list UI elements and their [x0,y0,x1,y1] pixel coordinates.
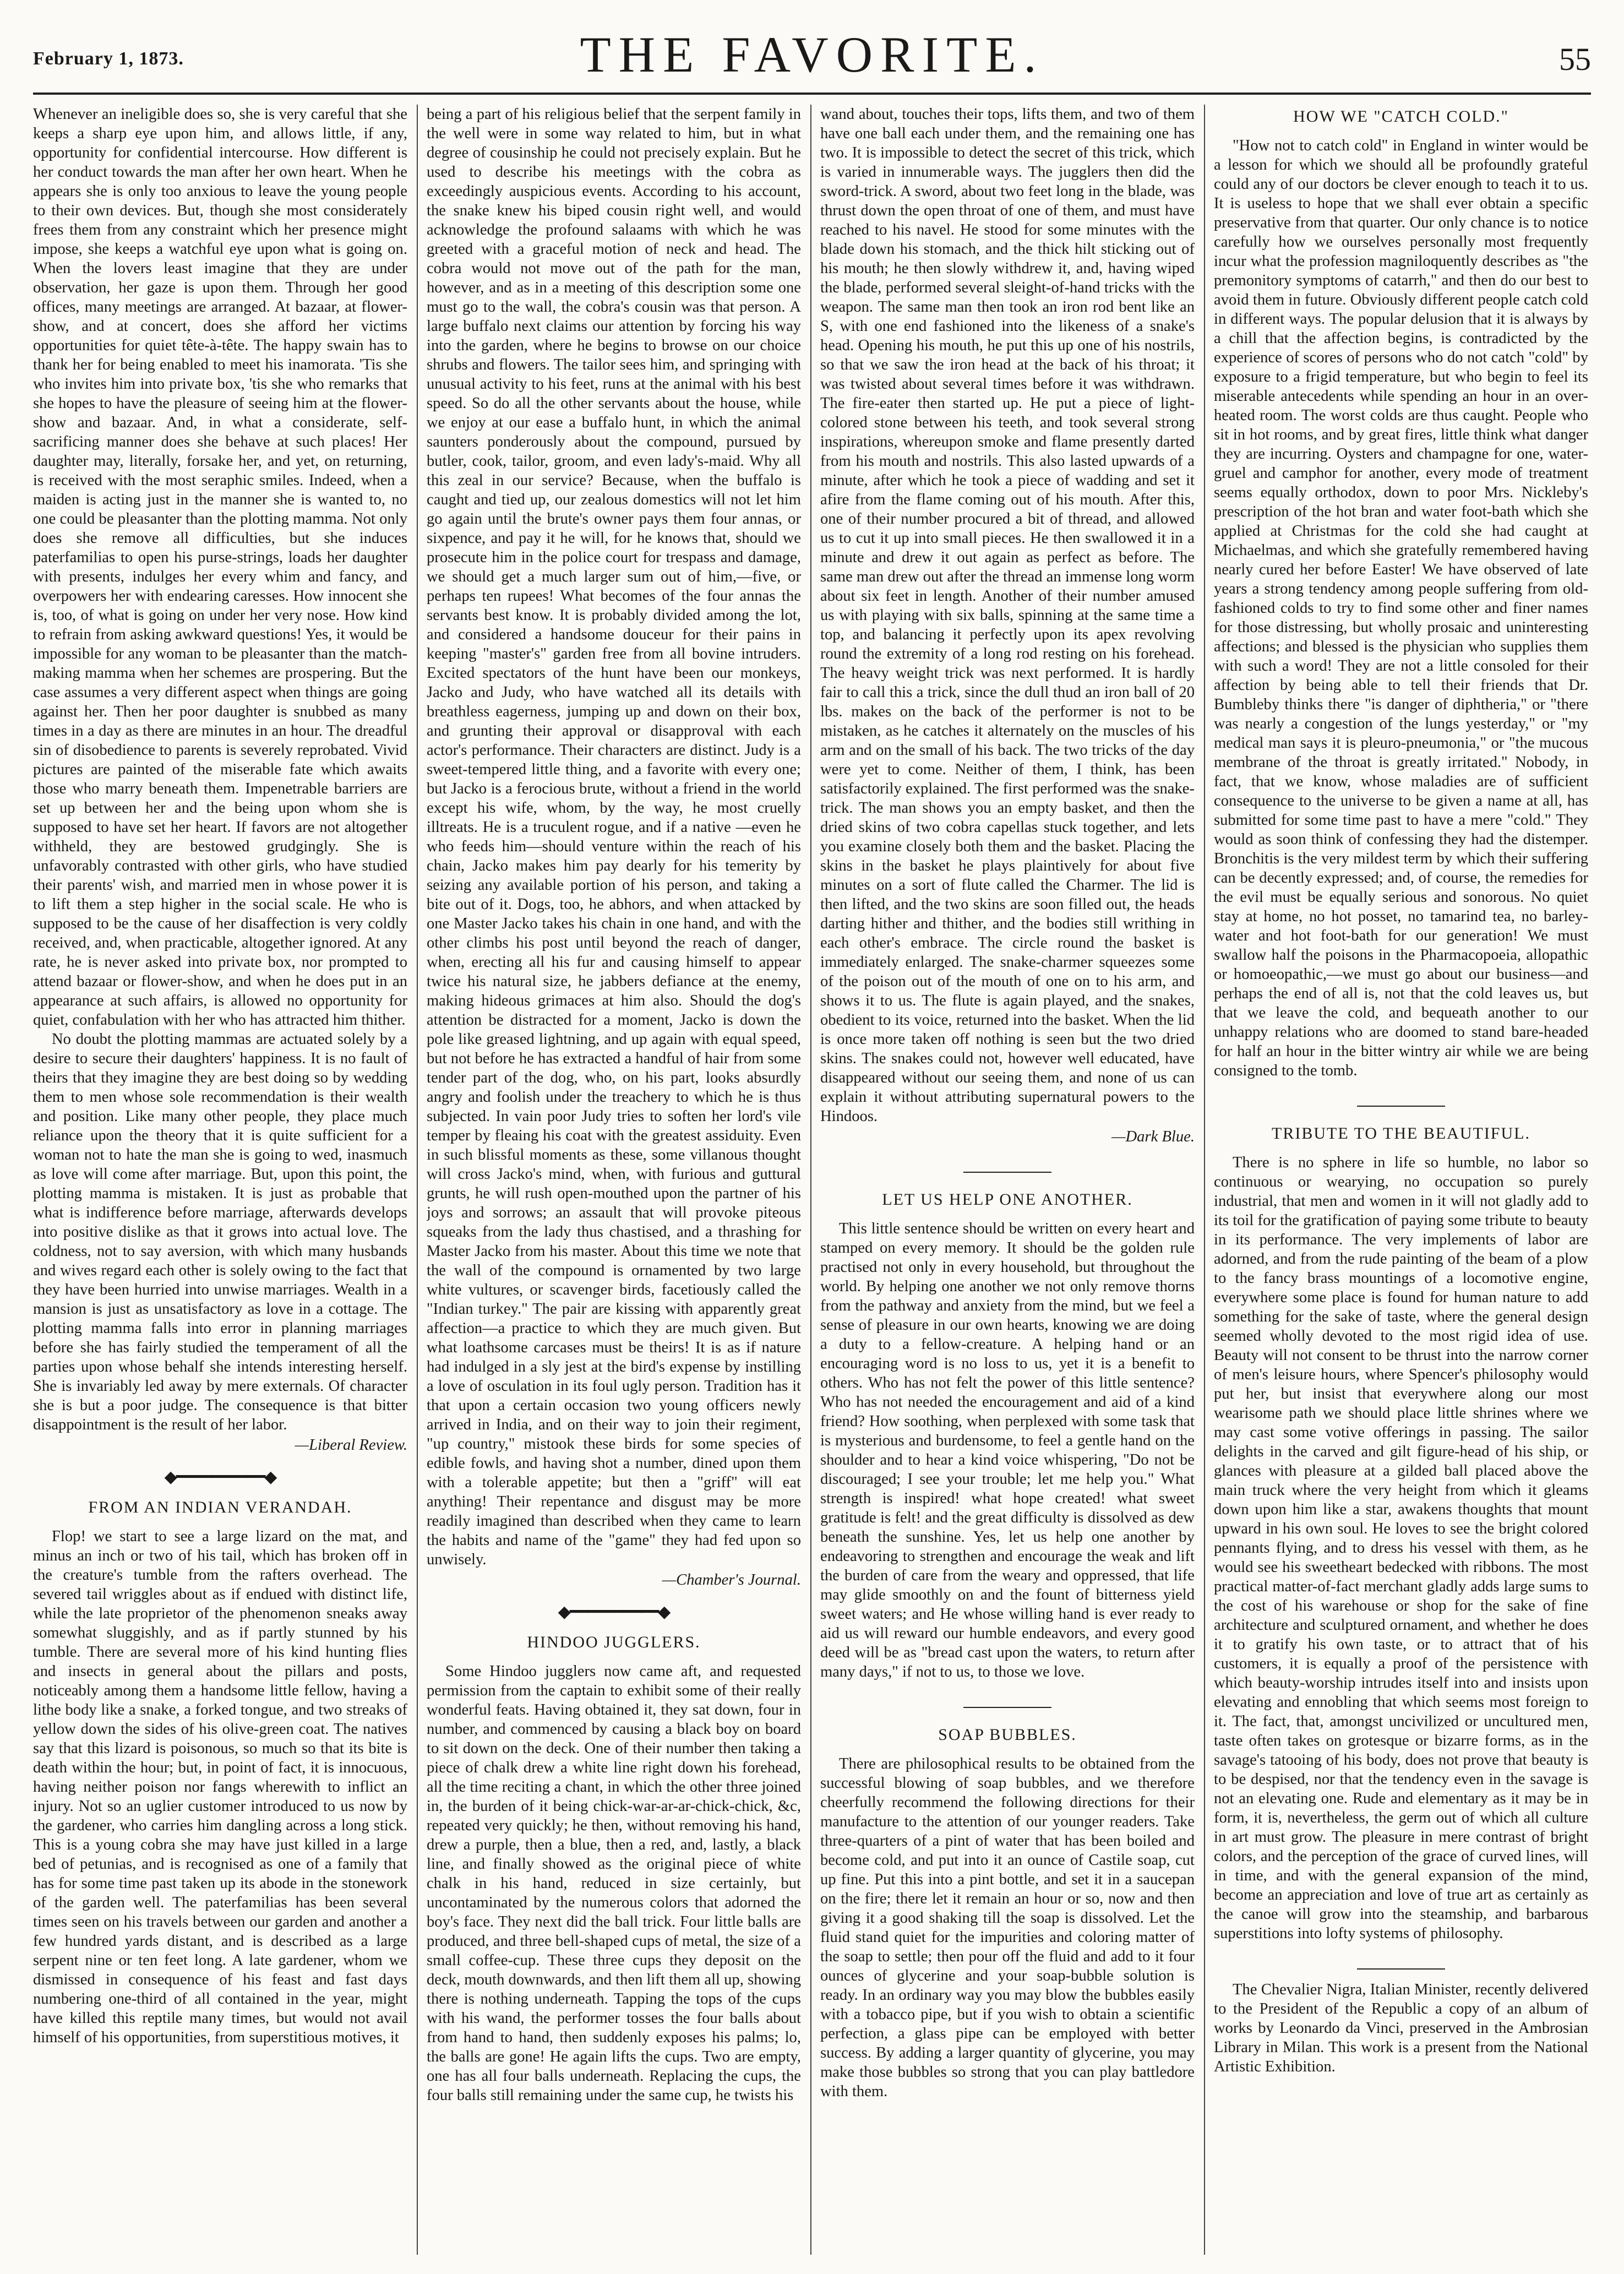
ornament-divider: ◆━━━━━━━━━━◆ [558,1603,670,1621]
column-3 [820,105,1195,2255]
article-paragraph: being a part of his religious belief that the serpent family in the well were in some way related to him, but in what degree of cousinship he could not precisely explain. But he used to describe his meetings with the cobra as exceedingly auspicious events. According to his account, the snake knew his biped cousin right well, and would acknowledge the profound salaams with which he was greeted with a graceful motion of neck and head. The cobra would not move out of the path for the man, however, and as in a meeting of this description some one must go to the wall, the cobra's cousin was that person. A large buffalo next claims our attention by forcing his way into the garden, where he begins to browse on our choice shrubs and flowers. The tailor sees him, and springing with unusual activity to his feet, runs at the animal with his best speed. So do all the other servants about the house, while we enjoy at our ease a buffalo hunt, in which the animal saunters ponderously about the compound, pursued by butler, cook, tailor, groom, and even lady's-maid. Why all this zeal in our service? Because, when the buffalo is caught and tied up, our zealous domestics will not let him go again until the brute's owner pays them four annas, or sixpence, and pay it he will, for he knows that, should we prosecute him in the police court for trespass and damage, we should get a much larger sum out of him,—five, or perhaps ten rupees! What becomes of the four annas the servants best know. It is probably divided among the lot, and considered a handsome douceur for their pains in keeping "master's" garden free from all bovine intruders. Excited spectators of the hunt have been our monkeys, Jacko and Judy, who have watched all its details with breathless eagerness, jumping up and down on their box, and grunting their approval or disapproval with each actor's performance. Their characters are distinct. Judy is a sweet-tempered little thing, and a favorite with every one; but Jacko is a ferocious brute, without a friend in the world except his wife, whom, by the way, he most cruelly illtreats. He is a truculent rogue, and if a native —even he who feeds him—should venture within the reach of his chain, Jacko makes him pay dearly for his temerity by seizing any available portion of his person, and taking a bite out of it. Dogs, too, he abhors, and when attacked by one Master Jacko takes his chain in one hand, and with the other climbs his post until beyond the reach of danger, when, erecting all his fur and causing himself to appear twice his natural size, he jabbers defiance at the enemy, making hideous grimaces at him also. Should the dog's attention be distracted for a moment, Jacko is down the pole like greased lightning, and up again with equal speed, but not before he has extracted a handful of hair from some tender part of the dog, who, on his part, looks absurdly angry and foolish under the treachery to which he is thus subjected. In vain poor Judy tries to soften her lord's vile temper by fleaing his coat with the greatest assiduity. Even in such blissful moments as these, some villanous thought will cross Jacko's mind, when, with furious and guttural grunts, he will rush open-mouthed upon the partner of his joys and sorrows; an assault that will provoke piteous squeaks from the lady thus chastised, and a thrashing for Master Jacko from his master. About this time we note that the wall of the compound is ornamented by two large white vultures, or scavenger birds, facetiously called the "Indian turkey." The pair are kissing with apparently great affection—a practice to which they are much given. But what loathsome carcases must be theirs! It is as if nature had indulged in a sly jest at the bird's expense by instilling a love of osculation in its foul ugly person. Tradition has it that upon a certain occasion two young officers newly arrived in India, and on their way to join their regiment, "up country," mistook these birds for some species of edible fowls, and having shot a number, dined upon them with a tolerable appetite; but then a "griff" will eat anything! Their repentance and disgust may be more readily imagined than described when they came to learn the habits and name of the "game" they had fed upon so unwisely. [427,106,801,1568]
article-paragraph: This little sentence should be written on every heart and stamped on every memory. It should be the golden rule practised not only in every household, but throughout the world. By helping one another we not only remove thorns from the pathway and anxiety from the mind, but we feel a sense of pleasure in our own hearts, knowing we are doing a duty to a fellow-creature. A helping hand or an encouraging word is no loss to us, yet it is a benefit to others. Who has not felt the power of this little sentence? Who has not needed the encouragement and aid of a kind friend? How soothing, when perplexed with some task that is mysterious and burdensome, to feel a gentle hand on the shoulder and to hear a kind voice whispering, "Do not be discouraged; I see your trouble; let me help you." What strength is inspired! what hope created! what sweet gratitude is felt! and the great difficulty is dissolved as dew beneath the sunshine. Yes, let us help one another by endeavoring to strengthen and encourage the weak and lift the burden of care from the weary and oppressed, that life may glide smoothly on and the fount of bitterness yield sweet waters; and He whose willing hand is ever ready to aid us will reward our humble endeavors, and every good deed will be as "bread cast upon the waters, to return after many days," if not to us, to those we love. [820,1220,1195,1680]
article-heading: TRIBUTE TO THE BEAUTIFUL. [1272,1124,1530,1143]
column-rule [810,105,811,2255]
article-credit: —Chamber's Journal. [662,1571,801,1588]
masthead-rule [33,93,1591,95]
article-credit: —Liberal Review. [295,1437,407,1454]
column-rule [417,105,418,2255]
article-credit: —Dark Blue. [1111,1128,1195,1145]
column-4 [1214,105,1588,2255]
divider-rule [820,1694,1195,1713]
article-paragraph: There is no sphere in life so humble, no labor so continuous or wearying, no occupation so purely industrial, that men and women in it will not gladly add to its toil for the gratification of paying some tribute to beauty in its performance. The very implements of labor are adorned, and from the rude painting of the beam of a plow to the fancy brass mountings of a locomotive engine, everywhere some place is found for human nature to add something for the sake of taste, where the general design seemed wholly devoted to the most rigid idea of use. Beauty will not consent to be thrust into the narrow corner of men's leisure hours, where Spencer's philosophy would put her, but insist that everywhere along our most wearisome path we should place little shrines where we may cast some votive offerings in passing. The sailor delights in the carved and gilt figure-head of his ship, or glances with pleasure at a gilded ball placed above the main truck where the very height from which it gleams down upon him like a star, awakens thoughts that mount upward in his own soul. He loves to see the bright colored pennants flying, and to dress his vessel with them, as he would see his sweetheart bedecked with ribbons. The most practical matter-of-fact merchant gladly adds large sums to the cost of his warehouse or shop for the sake of fine architecture and sculptured ornament, and whether he does it to gratify his own taste, or to attract that of his customers, it is equally a proof of the persistence with which beauty-worship intrudes itself into and insists upon elevating and ennobling that which seems most foreign to it. The fact, that, amongst uncivilized or uncultured men, taste often takes on grotesque or bizarre forms, as in the savage's tatooing of his body, does not prove that beauty is to be despised, nor that the tendency even in the savage is not an elevating one. Rude and elementary as it may be in form, it is, nevertheless, the germ out of which all culture in art must grow. The pleasure in mere contrast of bright colors, and the perception of the grace of curved lines, will in time, and with the general expansion of the mind, become an appreciation and love of true art as certainly as the canoe will grow into the steamship, and barbarous superstitions into lofty systems of philosophy. [1214,1154,1588,1942]
masthead [33,22,1591,88]
article-heading: SOAP BUBBLES. [938,1726,1077,1744]
column-2 [427,105,801,2255]
issue-date: February 1, 1873. [33,48,184,69]
divider-rule [820,1158,1195,1178]
column-1 [33,105,407,2255]
ornament-divider: ◆━━━━━━━━━━◆ [164,1468,276,1486]
article-paragraph: There are philosophical results to be obtained from the successful blowing of soap bubbles, and we therefore cheerfully recommend the following directions for their manufacture to the attention of our younger readers. Take three-quarters of a pint of water that has been boiled and become cold, and put into it an ounce of Castile soap, cut up fine. Put this into a pint bottle, and set it in a saucepan on the fire; there let it remain an hour or so, now and then giving it a good shaking till the soap is dissolved. Let the fluid stand quiet for the impurities and coloring matter of the soap to settle; then pour off the fluid and add to it four ounces of glycerine and your soap-bubble solution is ready. In an ordinary way you may blow the bubbles easily with a tobacco pipe, but if you wish to obtain a scientific perfection, a glass pipe can be employed with better success. By adding a larger quantity of glycerine, you may make those bubbles so strong that you can play battledore with them. [820,1755,1195,2100]
article-paragraph: No doubt the plotting mammas are actuated solely by a desire to secure their daughters' happiness. It is no fault of theirs that they imagine they are best doing so by wedding them to men whose sole recommendation is their wealth and position. Like many other people, they place much reliance upon the theory that it is quite sufficient for a woman not to hate the man she is going to wed, inasmuch as love will come after marriage. But, upon this point, the plotting mamma is mistaken. It is just as probable that what is indifference before marriage, afterwards develops into positive dislike as that it grows into actual love. The coldness, not to say aversion, with which many husbands and wives regard each other is solely owing to the fact that they have been hurried into unwise marriages. Wealth in a mansion is just as unsatisfactory as love in a cottage. The plotting mamma falls into error in planning marriages before she has fairly studied the temperament of all the parties upon whose behalf she intends interesting herself. She is invariably led away by mere externals. Of character she is but a poor judge. The consequence is that bitter disappointment is the result of her labor. [33,1031,407,1433]
article-heading: HOW WE "CATCH COLD." [1293,107,1509,126]
article-paragraph: Flop! we start to see a large lizard on the mat, and minus an inch or two of his tail, which has broken off in the creature's tumble from the rafters overhead. The severed tail wriggles about as if endued with distinct life, while the late proprietor of the phenomenon sneaks away somewhat sluggishly, and as if partly stunned by his tumble. There are several more of his kind hunting flies and insects in general about the pillars and posts, noticeably among them a handsome little fellow, having a lithe body like a snake, a forked tongue, and two streaks of yellow down the sides of his olive-green coat. The natives say that this lizard is poisonous, so much so that its bite is death within the hour; but, in point of fact, it is innocuous, having neither poison nor fangs wherewith to inflict an injury. Not so an uglier customer introduced to us now by the gardener, who carries him dangling across a long stick. This is a young cobra she may have just killed in a large bed of petunias, and is recognised as one of a family that has for some time past taken up its abode in the stonework of the garden well. The paterfamilias has been several times seen on his travels between our garden and another a few hundred yards distant, and is described as a large serpent nine or ten feet long. A late gardener, whom we dismissed in consequence of his feast and fast days numbering one-third of all contained in the year, might have killed this reptile many times, but would not avail himself of his opportunities, from superstitious motives, it [33,1528,407,2046]
column-rule [1204,105,1205,2255]
article-paragraph: Some Hindoo jugglers now came aft, and requested permission from the captain to exhibit some of their really wonderful feats. Having obtained it, they sat down, four in number, and commenced by causing a black boy on board to sit down on the deck. One of their number then taking a piece of chalk drew a white line right down his forehead, all the time reciting a chant, in which the other three joined in, the burden of it being chick-war-ar-ar-chick-chick, &c, repeated very quickly; he then, without removing his hand, drew a purple, then a blue, then a red, and, lastly, a black line, and finally showed as the original piece of white chalk in his hand, reduced in size certainly, but uncontaminated by the numerous colors that adorned the boy's face. They next did the ball trick. Four little balls are produced, and three bell-shaped cups of metal, the size of a small coffee-cup. These three cups they deposit on the deck, mouth downwards, and then lift them all up, showing there is nothing underneath. Tapping the tops of the cups with his wand, the performer tosses the four balls about from hand to hand, then suddenly exposes his palms; lo, the balls are gone! He again lifts the cups. Two are empty, one has all four balls underneath. Replacing the cups, the four balls still remaining under the same cup, he twists his [427,1663,801,2104]
divider-rule [1214,1955,1588,1974]
article-heading: FROM AN INDIAN VERANDAH. [88,1498,352,1516]
divider-rule [1214,1092,1588,1112]
article-paragraph: "How not to catch cold" in England in winter would be a lesson for which we should all be profoundly grateful could any of our doctors be clever enough to teach it to us. It is useless to hope that we shall ever obtain a specific preservative from that quarter. Our only chance is to notice carefully how we ourselves personally most frequently incur what the profession magniloquently describes as "the premonitory symptoms of catarrh," and then do our best to avoid them in future. Obviously different people catch cold in different ways. The popular delusion that it is always by a chill that the affection begins, is contradicted by the experience of scores of persons who do not catch "cold" by exposure to a frigid temperature, but who begin to feel its miserable antecedents while spending an hour in an over-heated room. The worst colds are thus caught. People who sit in hot rooms, and by great fires, little think what danger they are incurring. Oysters and champagne for one, water-gruel and camphor for another, every mode of treatment seems equally orthodox, down to poor Mrs. Nickleby's prescription of the hot bran and water foot-bath which she applied at Christmas for the cold she had caught at Michaelmas, and which she gratefully remembered having nearly cured her before Easter! We have observed of late years a strong tendency among people suffering from old-fashioned colds to try to find some other and finer names for those distressing, but wholly prosaic and uninteresting affections; and blessed is the physician who supplies them with such a word! They are not a little consoled for their affection by being able to tell their friends that Dr. Bumbleby thinks there "is danger of diphtheria," or "there was nearly a congestion of the lungs yesterday," or "my medical man says it is pleuro-pneumonia," or "the mucous membrane of the throat is greatly irritated." Nobody, in fact, that we know, whose maladies are of sufficient consequence to the universe to be given a name at all, has submitted for some time past to have a mere "cold." They would as soon think of confessing they had the distemper. Bronchitis is the very mildest term by which their suffering can be decently expressed; and, of course, the remedies for the evil must be equally serious and sonorous. No quiet stay at home, no hot posset, no tamarind tea, no barley-water and hot foot-bath for our generation! We must swallow half the poisons in the Pharmacopoeia, allopathic or homoeopathic,—we must go about our business—and perhaps the end of all is, not that the cold leaves us, but that we leave the cold, and bequeath another to our unhappy relations who are doomed to stand bare-headed for half an hour in the bitter wintry air while we are being consigned to the tomb. [1214,137,1588,1079]
newspaper-title: THE FAVORITE. [580,26,1044,83]
article-paragraph: wand about, touches their tops, lifts them, and two of them have one ball each under them, and the remaining one has two. It is impossible to detect the secret of this trick, which is varied in innumerable ways. The jugglers then did the sword-trick. A sword, about two feet long in the blade, was thrust down the open throat of one of them, and must have reached to his navel. He stood for some minutes with the blade down his stomach, and the thick hilt sticking out of his mouth; he then slowly withdrew it, and, having wiped the blade, performed several sleight-of-hand tricks with the weapon. The same man then took an iron rod bent like an S, with one end fashioned into the likeness of a snake's head. Opening his mouth, he put this up one of his nostrils, so that we saw the iron head at the back of his throat; it was twisted about several times before it was withdrawn. The fire-eater then started up. He put a piece of light-colored stone between his teeth, and took several strong inspirations, whereupon smoke and flame presently darted from his mouth and nostrils. This also lasted upwards of a minute, after which he took a piece of wadding and set it afire from the flame coming out of his mouth. After this, one of their number procured a bit of thread, and allowed us to cut it up into small pieces. He then swallowed it in a minute and drew it out again as perfect as before. The same man drew out after the thread an immense long worm about six feet in length. Another of their number amused us with playing with six balls, spinning at the same time a top, and balancing it perfectly upon its apex revolving round the extremity of a long rod resting on his forehead. The heavy weight trick was next performed. It is hardly fair to call this a trick, since the dull thud an iron ball of 20 lbs. makes on the back of the performer is not to be mistaken, as he catches it alternately on the muscles of his arm and on the small of his back. The two tricks of the day were yet to come. Neither of them, I think, has been satisfactorily explained. The first performed was the snake-trick. The man shows you an empty basket, and then the dried skins of two cobra capellas stuck together, and lets you examine closely both them and the basket. Placing the skins in the basket he plays plaintively for about five minutes on a sort of flute called the Charmer. The lid is then lifted, and the two skins are soon filled out, the heads darting hither and thither, and the bodies still writhing in each other's embrace. The circle round the basket is immediately enlarged. The snake-charmer squeezes some of the poison out of the mouth of one on to his arm, and shows it to us. The flute is again played, and the snakes, obedient to its voice, returned into the basket. When the lid is once more taken off nothing is seen but the two dried skins. The snakes could not, however well educated, have disappeared without our seeing them, and none of us can explain it without attributing supernatural powers to the Hindoos. [820,106,1195,1125]
article-heading: HINDOO JUGGLERS. [527,1633,701,1651]
article-paragraph: Whenever an ineligible does so, she is very careful that she keeps a sharp eye upon him, and allows little, if any, opportunity for confidential intercourse. How different is her conduct towards the man after her own heart. When he appears she is only too anxious to leave the young people to their own devices. But, though she most considerately frees them from any constraint which her presence might impose, she keeps a watchful eye upon what is going on. When the lovers least imagine that they are under observation, her gaze is upon them. Through her good offices, many meetings are arranged. At bazaar, at flower-show, and at concert, does she afford her victims opportunities for quiet tête-à-tête. The happy swain has to thank her for being enabled to meet his inamorata. 'Tis she who invites him into private box, 'tis she who remarks that she hopes to have the pleasure of seeing him at the flower-show and bazaar. And, in what a considerate, self-sacrificing manner does she behave at such places! Her daughter may, literally, forsake her, and yet, on returning, is received with the most seraphic smiles. Indeed, when a maiden is acting just in the manner she is wanted to, no one could be pleasanter than the plotting mamma. Not only does she remove all difficulties, but she induces paterfamilias to open his purse-strings, loads her daughter with presents, indulges her every whim and fancy, and overpowers her with endearing caresses. How innocent she is, too, of what is going on under her very nose. How kind to refrain from asking awkward questions! Yes, it would be impossible for any woman to be pleasanter than the match-making mamma when her schemes are prospering. But the case assumes a very different aspect when things are going against her. Then her poor daughter is snubbed as many times in a day as there are minutes in an hour. The dreadful sin of disobedience to parents is severely reprobated. Vivid pictures are painted of the miserable fate which awaits those who marry beneath them. Impenetrable barriers are set up between her and the being upon whom she is supposed to have set her heart. If favors are not altogether withheld, they are bestowed grudgingly. She is unfavorably contrasted with other girls, who have studied their parents' wish, and married men in whose power it is to lift them a step higher in the social scale. He who is supposed to be the cause of her disaffection is very coldly received, and, when practicable, altogether ignored. At any rate, he is never asked into private box, nor prompted to attend bazaar or flower-show, and when he does put in an appearance at such affairs, is allowed no opportunity for quiet, confabulation with her who has attracted him thither. [33,106,407,1029]
page-number: 55 [1559,41,1591,77]
article-heading: LET US HELP ONE ANOTHER. [882,1190,1133,1209]
article-paragraph: The Chevalier Nigra, Italian Minister, recently delivered to the President of the Republic a copy of an album of works by Leonardo da Vinci, preserved in the Ambrosian Library in Milan. This work is a present from the National Artistic Exhibition. [1214,1981,1588,2075]
